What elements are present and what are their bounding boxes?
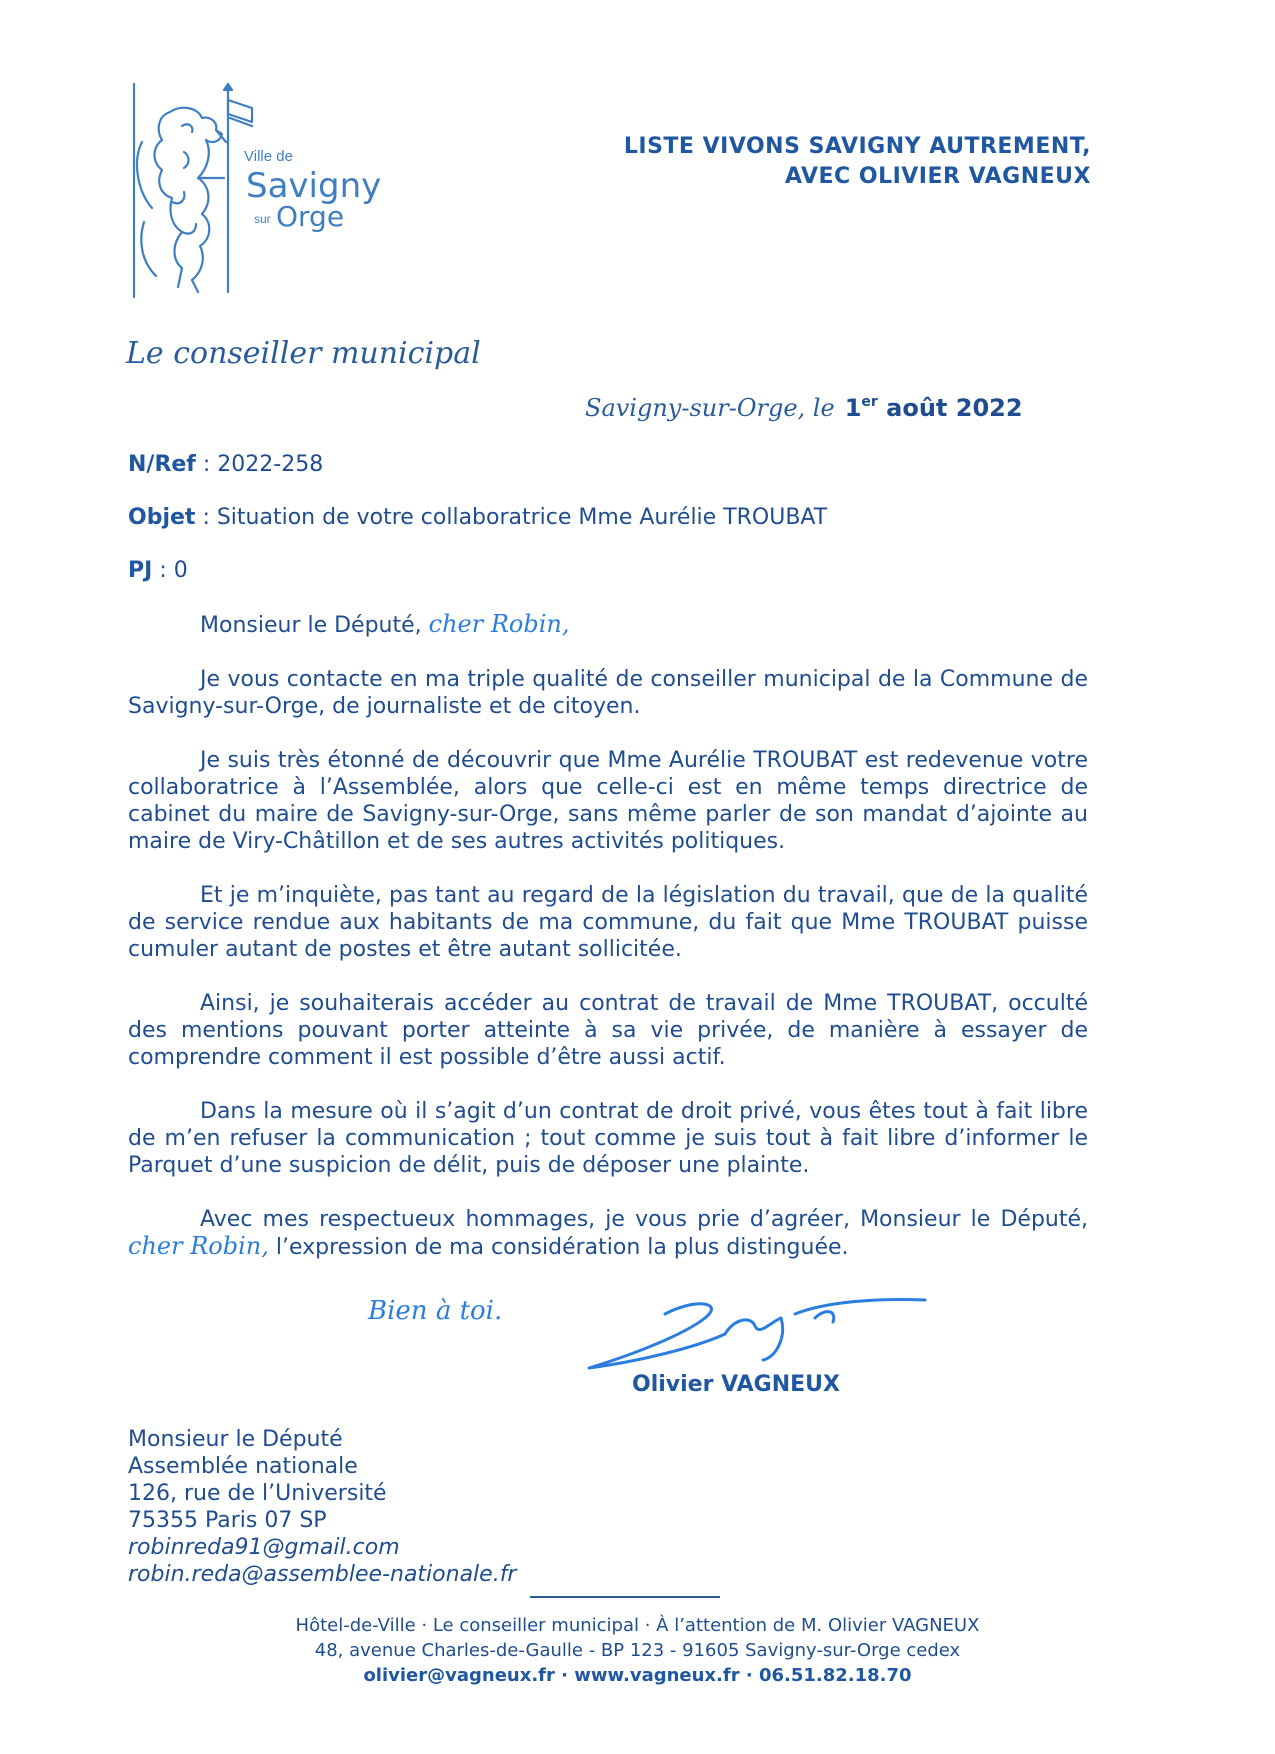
footer-contact: olivier@vagneux.fr · www.vagneux.fr · 06.51.82.18.70 bbox=[363, 1665, 912, 1686]
reference bbox=[128, 452, 323, 477]
paragraph-2: Je suis très étonné de découvrir que Mme Aurélie TROUBAT est redevenue votre collaboratrice à l’Assemblée, alors que celle-ci est en même temps directrice de cabinet du maire de Savigny-sur-Orge, sans même parler de son mandat d’ajointe au maire de Viry-Châtillon et de ses autres activités politiques. bbox=[128, 748, 1088, 854]
date-day-suffix: er bbox=[861, 394, 878, 410]
paragraph-6-end: l’expression de ma considération la plus distinguée. bbox=[275, 1235, 849, 1260]
list-title bbox=[624, 132, 1091, 192]
salutation-handwritten: cher Robin, bbox=[428, 610, 570, 638]
date-day: 1 bbox=[844, 394, 862, 422]
logo-savigny: Savigny bbox=[246, 166, 382, 206]
address-email-1: robinreda91@gmail.com bbox=[128, 1535, 400, 1560]
footer-line-2: 48, avenue Charles-de-Gaulle - BP 123 - 91605 Savigny-sur-Orge cedex bbox=[314, 1640, 961, 1661]
sender-role: Le conseiller municipal bbox=[126, 336, 481, 371]
paragraph-6-start: Avec mes respectueux hommages, je vous prie d’agréer, Monsieur le Député, bbox=[200, 1207, 1088, 1232]
salutation-text: Monsieur le Député, bbox=[200, 613, 422, 638]
recipient-address bbox=[128, 1426, 516, 1588]
paragraph-4: Ainsi, je souhaiterais accéder au contrat de travail de Mme TROUBAT, occulté des mentions pouvant porter atteinte à sa vie privée, de manière à essayer de comprendre comment il est possible d’être aussi actif. bbox=[128, 991, 1088, 1070]
signer-name: Olivier VAGNEUX bbox=[632, 1372, 840, 1397]
footer bbox=[0, 1613, 1275, 1688]
footer-line-1: Hôtel-de-Ville · Le conseiller municipal · À l’attention de M. Olivier VAGNEUX bbox=[295, 1615, 980, 1636]
attachments bbox=[128, 558, 188, 583]
dateline-place: Savigny-sur-Orge, le bbox=[585, 394, 835, 422]
list-title-line1: LISTE VIVONS SAVIGNY AUTREMENT, bbox=[623, 134, 1091, 159]
logo-orge: Orge bbox=[276, 200, 345, 233]
address-email-2: robin.reda@assemblee-nationale.fr bbox=[128, 1562, 517, 1587]
paragraph-3: Et je m’inquiète, pas tant au regard de la législation du travail, que de la qualité de service rendue aux habitants de ma commune, du fait que Mme TROUBAT puisse cumuler autant de postes et être autant sollicitée. bbox=[128, 883, 1088, 962]
attachments-label: PJ bbox=[128, 558, 153, 583]
date-month-year: août 2022 bbox=[886, 394, 1023, 422]
footer-divider bbox=[530, 1596, 720, 1598]
dateline-date bbox=[845, 394, 1023, 422]
signature-icon bbox=[575, 1278, 935, 1378]
address-line-1: Monsieur le Député bbox=[128, 1427, 343, 1452]
address-line-2: Assemblée nationale bbox=[128, 1454, 358, 1479]
subject bbox=[128, 505, 827, 530]
address-line-4: 75355 Paris 07 SP bbox=[128, 1508, 327, 1533]
reference-label: N/Ref bbox=[128, 452, 196, 477]
paragraph-5: Dans la mesure où il s’agit d’un contrat de droit privé, vous êtes tout à fait libre de m’en refuser la communication ; tout comme je suis tout à fait libre d’informer le Parquet d’une suspicion de délit, puis de déposer une plainte. bbox=[128, 1099, 1088, 1178]
list-title-line2: AVEC OLIVIER VAGNEUX bbox=[784, 164, 1091, 189]
salutation bbox=[200, 610, 570, 638]
paragraph-6 bbox=[128, 1206, 1088, 1261]
paragraph-6-handwritten: cher Robin, bbox=[128, 1232, 269, 1260]
reference-value: : 2022-258 bbox=[202, 452, 324, 477]
subject-value: : Situation de votre collaboratrice Mme Aurélie TROUBAT bbox=[202, 505, 828, 530]
letter-body bbox=[128, 666, 1088, 1288]
address-line-3: 126, rue de l’Université bbox=[128, 1481, 387, 1506]
logo-ville-de: Ville de bbox=[244, 148, 293, 165]
paragraph-1: Je vous contacte en ma triple qualité de conseiller municipal de la Commune de Savigny-sur-Orge, de journaliste et de citoyen. bbox=[128, 667, 1088, 719]
attachments-value: : 0 bbox=[159, 558, 188, 583]
dateline bbox=[585, 394, 1023, 422]
closing-handwritten: Bien à toi. bbox=[368, 1296, 503, 1326]
city-logo bbox=[128, 82, 382, 302]
logo-sur: sur bbox=[254, 212, 271, 226]
subject-label: Objet bbox=[128, 505, 196, 530]
